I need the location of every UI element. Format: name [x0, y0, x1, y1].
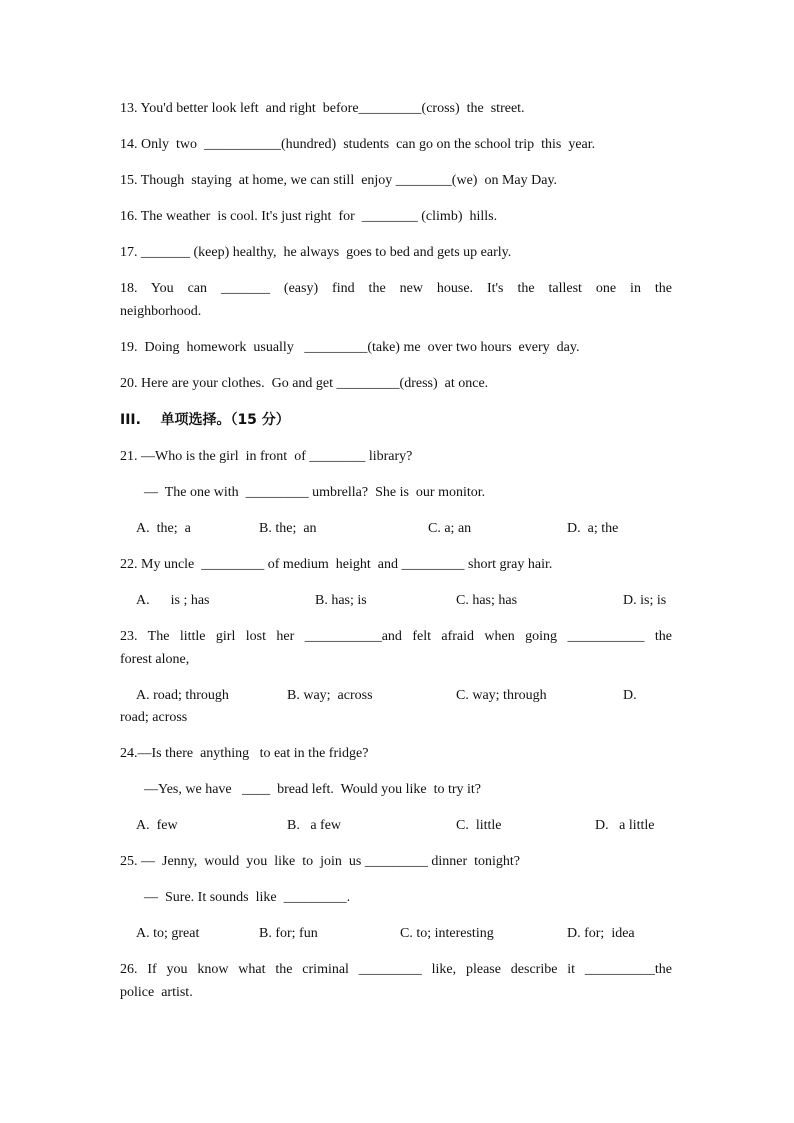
question-19: 19. Doing homework usually _________(take) me over two hours every day. — [120, 340, 580, 355]
question-24-reply: —Yes, we have ____ bread left. Would you like to try it? — [144, 782, 482, 797]
question-23-option-c: C. way; through — [456, 688, 547, 703]
question-23-option-a: A. road; through — [136, 688, 229, 703]
question-22-stem: 22. My uncle _________ of medium height and _________ short gray hair. — [120, 557, 553, 572]
question-24-option-b: B. a few — [287, 818, 342, 833]
question-20: 20. Here are your clothes. Go and get _________(dress) at once. — [120, 376, 489, 391]
question-23-option-d-text: road; across — [120, 710, 188, 725]
question-21-option-d: D. a; the — [567, 521, 619, 536]
question-25-option-c: C. to; interesting — [400, 926, 494, 941]
question-24-option-d: D. a little — [595, 818, 655, 833]
question-24-stem: 24.—Is there anything to eat in the fridge? — [120, 746, 369, 761]
question-22-option-d: D. is; is — [623, 593, 667, 608]
question-18-line-2: neighborhood. — [120, 304, 202, 319]
question-21-option-b: B. the; an — [259, 521, 317, 536]
question-14: 14. Only two ___________(hundred) students can go on the school trip this year. — [120, 137, 596, 152]
question-22-option-a: A. is ; has — [136, 593, 210, 608]
question-22-option-c: C. has; has — [456, 593, 518, 608]
question-25-option-b: B. for; fun — [259, 926, 318, 941]
question-25-stem: 25. — Jenny, would you like to join us _________ dinner tonight? — [120, 854, 521, 869]
question-18-line-1: 18. You can _______ (easy) find the new house. It's the tallest one in the — [120, 281, 672, 296]
question-25-option-d: D. for; idea — [567, 926, 635, 941]
question-17: 17. _______ (keep) healthy, he always goes to bed and gets up early. — [120, 245, 512, 260]
question-21-option-a: A. the; a — [136, 521, 191, 536]
question-24-option-a: A. few — [136, 818, 178, 833]
question-13: 13. You'd better look left and right before_________(cross) the street. — [120, 101, 525, 116]
question-21-stem: 21. —Who is the girl in front of ________ library? — [120, 449, 413, 464]
question-15: 15. Though staying at home, we can still enjoy ________(we) on May Day. — [120, 173, 558, 188]
question-25-option-a: A. to; great — [136, 926, 200, 941]
question-26-line-1: 26. If you know what the criminal _________ like, please describe it __________the — [120, 962, 672, 977]
question-26-line-2: police artist. — [120, 985, 193, 1000]
question-25-reply: — Sure. It sounds like _________. — [144, 890, 351, 905]
question-22-option-b: B. has; is — [315, 593, 367, 608]
question-21-option-c: C. a; an — [428, 521, 472, 536]
question-23-option-d: D. — [623, 688, 637, 703]
question-23-option-b: B. way; across — [287, 688, 373, 703]
question-16: 16. The weather is cool. It's just right for ________ (climb) hills. — [120, 209, 498, 224]
question-23-line-1: 23. The little girl lost her ___________and felt afraid when going ___________ the — [120, 629, 672, 644]
question-23-line-2: forest alone, — [120, 652, 190, 667]
question-24-option-c: C. little — [456, 818, 502, 833]
question-21-reply: — The one with _________ umbrella? She is our monitor. — [144, 485, 486, 500]
section-heading: III. 单项选择。（15 分） — [120, 412, 290, 428]
